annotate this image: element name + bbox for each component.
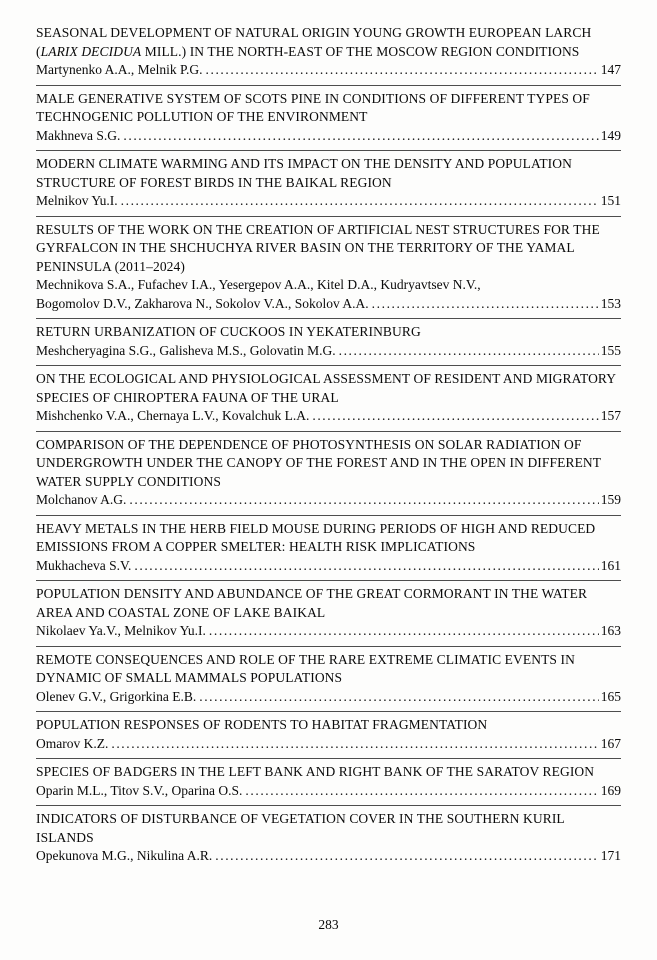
author-names: Nikolaev Ya.V., Melnikov Yu.I. <box>36 623 206 638</box>
author-names: Molchanov A.G. <box>36 492 127 507</box>
toc-entry-page-number: 153 <box>600 295 621 311</box>
title-segment: REMOTE CONSEQUENCES AND ROLE OF THE RARE EXTREME CLIMATIC EVENTS IN DYNAMIC OF SMALL MAMMALS POPULATIONS <box>36 651 575 685</box>
toc-entry <box>36 647 621 713</box>
toc-entry-title <box>36 520 621 557</box>
toc-entry <box>36 319 621 366</box>
toc-entry-authors <box>36 688 621 707</box>
page-number: 283 <box>318 917 339 932</box>
toc-entry <box>36 366 621 432</box>
toc-entry-page-number: 149 <box>600 127 621 143</box>
toc-entry <box>36 86 621 152</box>
toc-entry-page-number: 163 <box>600 623 621 638</box>
author-names: Omarov K.Z. <box>36 735 109 751</box>
dot-leader <box>372 295 599 314</box>
dot-leader <box>123 127 598 146</box>
toc-entry-title <box>36 155 621 192</box>
toc-entry-authors <box>36 622 621 641</box>
toc-entry-page-number: 157 <box>600 408 621 423</box>
dot-leader <box>206 61 599 80</box>
toc-entry-author-line <box>36 782 621 801</box>
title-segment: MODERN CLIMATE WARMING AND ITS IMPACT ON THE DENSITY AND POPULATION STRUCTURE OF FOREST BIRDS IN THE BAIKAL REGION <box>36 156 572 190</box>
title-segment: RESULTS OF THE WORK ON THE CREATION OF ARTIFICIAL NEST STRUCTURES FOR THE GYRFALCON IN THE SHCHUCHYA RIVER BASIN ON THE TERRITORY OF THE YAMAL PENINSULA (2011–2024) <box>36 221 600 274</box>
toc-entry-title <box>36 436 621 492</box>
author-names: Martynenko A.A., Melnik P.G. <box>36 62 203 77</box>
toc-entry-author-line <box>36 847 621 866</box>
toc-entry-page-number: 171 <box>600 848 621 863</box>
toc-entry <box>36 759 621 806</box>
toc-entry-author-line <box>36 688 621 707</box>
author-names: Meshcheryagina S.G., Galisheva M.S., Golovatin M.G. <box>36 342 336 358</box>
title-segment: MALE GENERATIVE SYSTEM OF SCOTS PINE IN CONDITIONS OF DIFFERENT TYPES OF TECHNOGENIC POLLUTION OF THE ENVIRONMENT <box>36 90 590 124</box>
toc-entry <box>36 20 621 86</box>
title-segment: HEAVY METALS IN THE HERB FIELD MOUSE DURING PERIODS OF HIGH AND REDUCED EMISSIONS FROM A COPPER SMELTER: HEALTH RISK IMPLICATIONS <box>36 520 596 554</box>
title-segment: ON THE ECOLOGICAL AND PHYSIOLOGICAL ASSESSMENT OF RESIDENT AND MIGRATORY SPECIES OF CHIROPTERA FAUNA OF THE URAL <box>36 371 616 405</box>
toc-entry-author-line <box>36 295 621 314</box>
toc-entry-author-line <box>36 276 621 295</box>
dot-leader <box>199 688 599 707</box>
toc-entry-author-line <box>36 192 621 211</box>
dot-leader <box>339 342 599 361</box>
toc-entry-page-number: 155 <box>600 342 621 358</box>
toc-entry-page-number: 167 <box>600 735 621 751</box>
title-segment: POPULATION DENSITY AND ABUNDANCE OF THE GREAT CORMORANT IN THE WATER AREA AND COASTAL ZONE OF LAKE BAIKAL <box>36 586 588 620</box>
toc-entry-title <box>36 323 621 342</box>
author-names: Melnikov Yu.I. <box>36 193 118 208</box>
toc-entry-page-number: 161 <box>600 557 621 573</box>
author-names: Oparin M.L., Titov S.V., Oparina O.S. <box>36 782 243 798</box>
toc-entry-author-line <box>36 407 621 426</box>
author-names: Olenev G.V., Grigorkina E.B. <box>36 688 197 704</box>
toc-entry-author-line <box>36 127 621 146</box>
toc-entry-page-number: 159 <box>600 492 621 507</box>
toc-entry-author-line <box>36 557 621 576</box>
dot-leader <box>215 847 599 866</box>
toc-entry-author-line <box>36 61 621 80</box>
toc-entry-page-number: 147 <box>600 62 621 77</box>
toc-entry <box>36 516 621 582</box>
author-names: Opekunova M.G., Nikulina A.R. <box>36 848 213 863</box>
title-segment-italic: LARIX DECIDUA <box>40 43 142 59</box>
title-segment: POPULATION RESPONSES OF RODENTS TO HABITAT FRAGMENTATION <box>36 717 488 732</box>
toc-entry-authors <box>36 61 621 80</box>
toc-entry <box>36 151 621 217</box>
title-segment: MILL.) IN THE NORTH-EAST OF THE MOSCOW REGION CONDITIONS <box>141 43 580 59</box>
toc-entry-authors <box>36 407 621 426</box>
toc-entry-title <box>36 810 621 847</box>
title-segment: INDICATORS OF DISTURBANCE OF VEGETATION COVER IN THE SOUTHERN KURIL ISLANDS <box>36 811 565 845</box>
toc-entry-authors <box>36 847 621 866</box>
title-segment: SPECIES OF BADGERS IN THE LEFT BANK AND RIGHT BANK OF THE SARATOV REGION <box>36 764 595 779</box>
dot-leader <box>312 407 598 426</box>
toc-entry <box>36 712 621 759</box>
toc-entry-title <box>36 651 621 688</box>
dot-leader <box>111 735 598 754</box>
toc-entry-author-line <box>36 491 621 510</box>
toc-entry-author-line <box>36 342 621 361</box>
toc-entry-title <box>36 370 621 407</box>
toc-entry-authors <box>36 782 621 801</box>
toc-entry-authors <box>36 491 621 510</box>
dot-leader <box>121 192 599 211</box>
table-of-contents <box>36 20 621 871</box>
toc-entry <box>36 581 621 647</box>
toc-entry-authors <box>36 557 621 576</box>
author-names: Bogomolov D.V., Zakharova N., Sokolov V.A., Sokolov A.A. <box>36 295 369 311</box>
author-names: Mishchenko V.A., Chernaya L.V., Kovalchuk L.A. <box>36 408 310 423</box>
toc-entry-title <box>36 763 621 782</box>
author-names: Mechnikova S.A., Fufachev I.A., Yesergepov A.A., Kitel D.A., Kudryavtsev N.V., <box>36 277 481 292</box>
toc-entry-title <box>36 24 621 61</box>
toc-entry-author-line <box>36 735 621 754</box>
title-segment: COMPARISON OF THE DEPENDENCE OF PHOTOSYNTHESIS ON SOLAR RADIATION OF UNDERGROWTH UNDER THE CANOPY OF THE FOREST AND IN THE OPEN IN DIFFERENT WATER SUPPLY CONDITIONS <box>36 436 601 489</box>
toc-entry-title <box>36 90 621 127</box>
dot-leader <box>134 557 598 576</box>
toc-entry-title <box>36 221 621 277</box>
toc-entry-title <box>36 716 621 735</box>
toc-entry-authors <box>36 192 621 211</box>
toc-entry-page-number: 165 <box>600 688 621 704</box>
toc-entry-authors <box>36 735 621 754</box>
title-segment: SEASONAL DEVELOPMENT OF NATURAL ORIGIN YOUNG GROWTH EUROPEAN LARCH ( <box>36 25 592 59</box>
toc-entry <box>36 217 621 320</box>
toc-entry-author-line <box>36 622 621 641</box>
dot-leader <box>209 622 599 641</box>
toc-entry-page-number: 169 <box>600 782 621 798</box>
toc-entry-title <box>36 585 621 622</box>
title-segment: RETURN URBANIZATION OF CUCKOOS IN YEKATERINBURG <box>36 324 421 339</box>
toc-entry-authors <box>36 276 621 313</box>
toc-entry <box>36 432 621 516</box>
author-names: Mukhacheva S.V. <box>36 557 132 573</box>
toc-entry-authors <box>36 342 621 361</box>
toc-entry <box>36 806 621 871</box>
dot-leader <box>129 491 598 510</box>
toc-entry-page-number: 151 <box>600 193 621 208</box>
dot-leader <box>245 782 598 801</box>
author-names: Makhneva S.G. <box>36 127 121 143</box>
toc-entry-authors <box>36 127 621 146</box>
